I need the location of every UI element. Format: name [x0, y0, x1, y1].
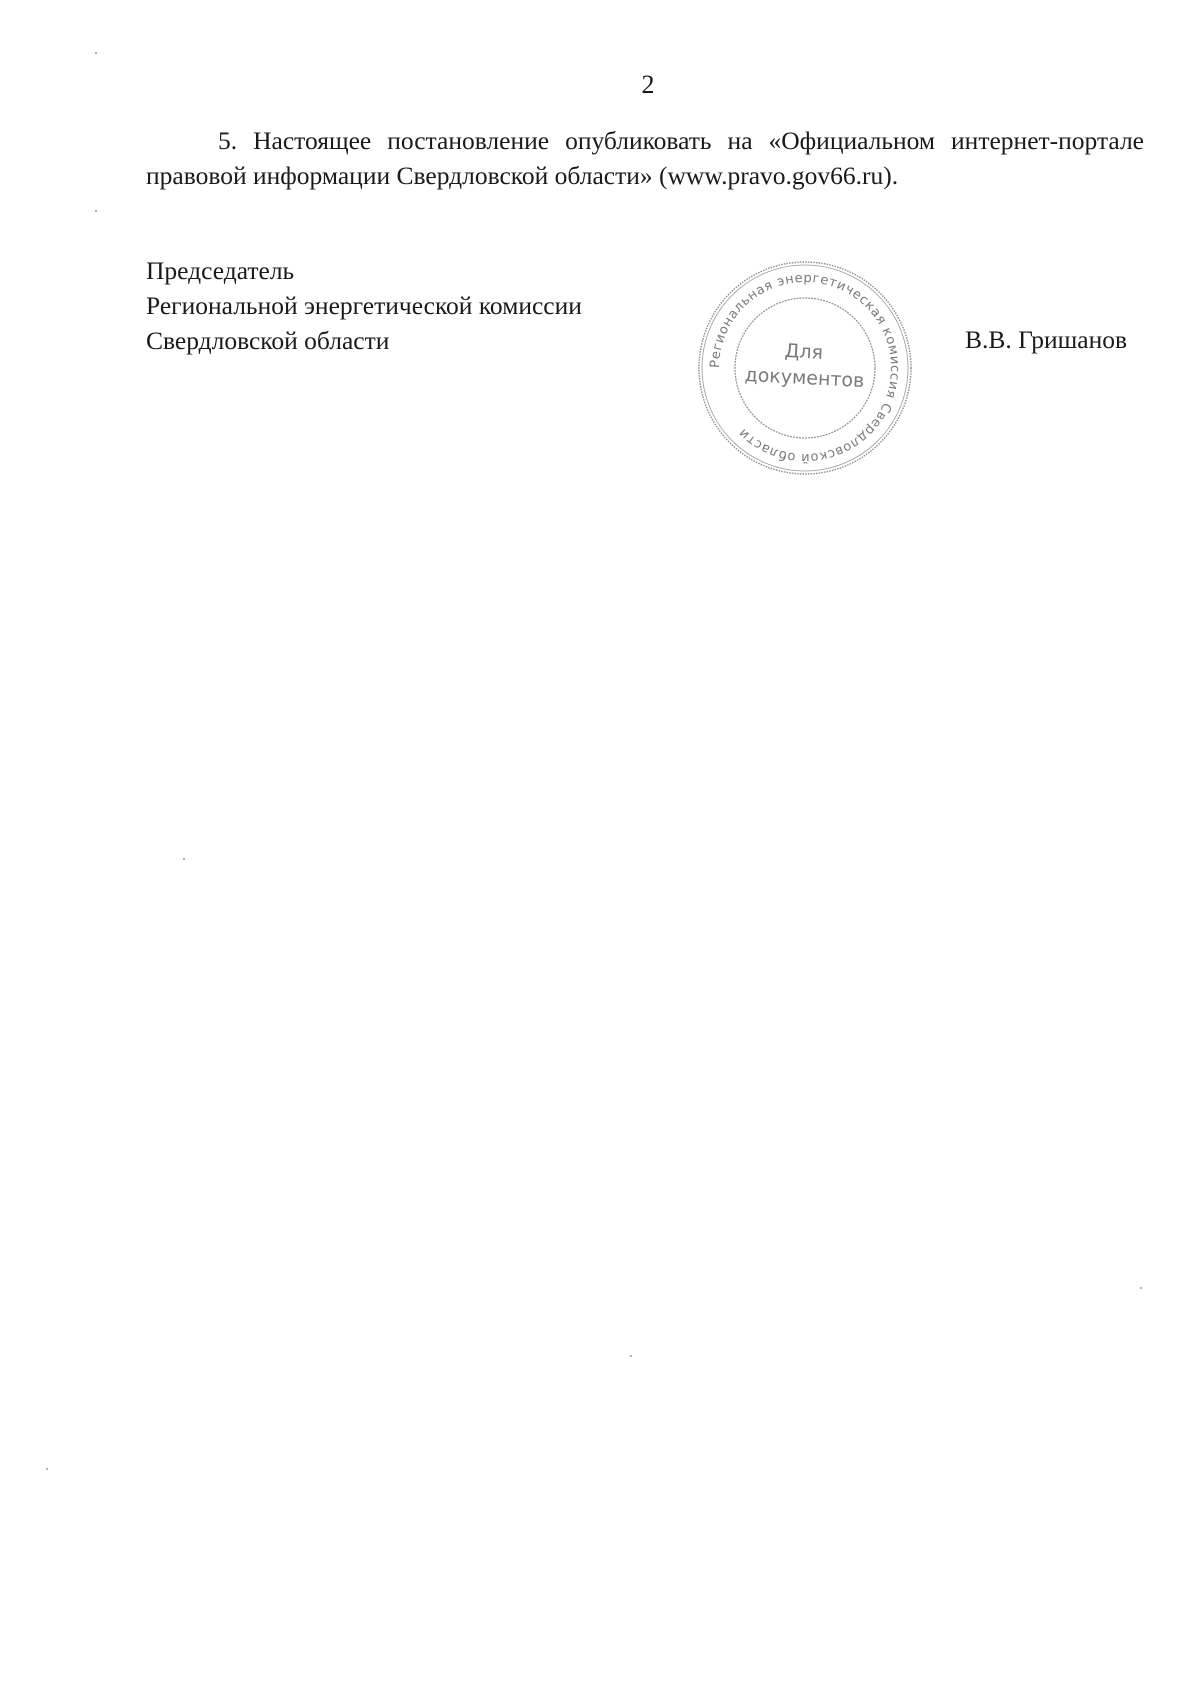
stamp-ring-text: Региональная энергетическая комиссия Свердловской области	[707, 270, 903, 466]
scan-speck	[95, 52, 97, 54]
scan-speck	[95, 210, 97, 212]
signature-position-title: Председатель	[146, 256, 295, 285]
signer-name: В.В. Гришанов	[965, 325, 1128, 354]
stamp-center-line1: Для	[784, 339, 824, 364]
signature-position-region: Свердловской области	[146, 326, 390, 355]
scan-speck	[630, 1355, 632, 1357]
page-number: 2	[641, 70, 655, 99]
paragraph-publication-clause: 5. Настоящее постановление опубликовать на «Официальном интернет-портале правовой информации Свердловской области» (www.pravo.gov66.ru).	[146, 126, 1144, 190]
official-stamp	[690, 253, 920, 483]
signature-position-block	[146, 253, 582, 358]
signature-position-organization: Региональной энергетической комиссии	[146, 291, 582, 320]
scan-speck	[46, 1468, 48, 1470]
scan-speck	[183, 858, 185, 860]
stamp-center-line2: документов	[744, 363, 865, 393]
scan-speck	[1140, 1287, 1142, 1289]
